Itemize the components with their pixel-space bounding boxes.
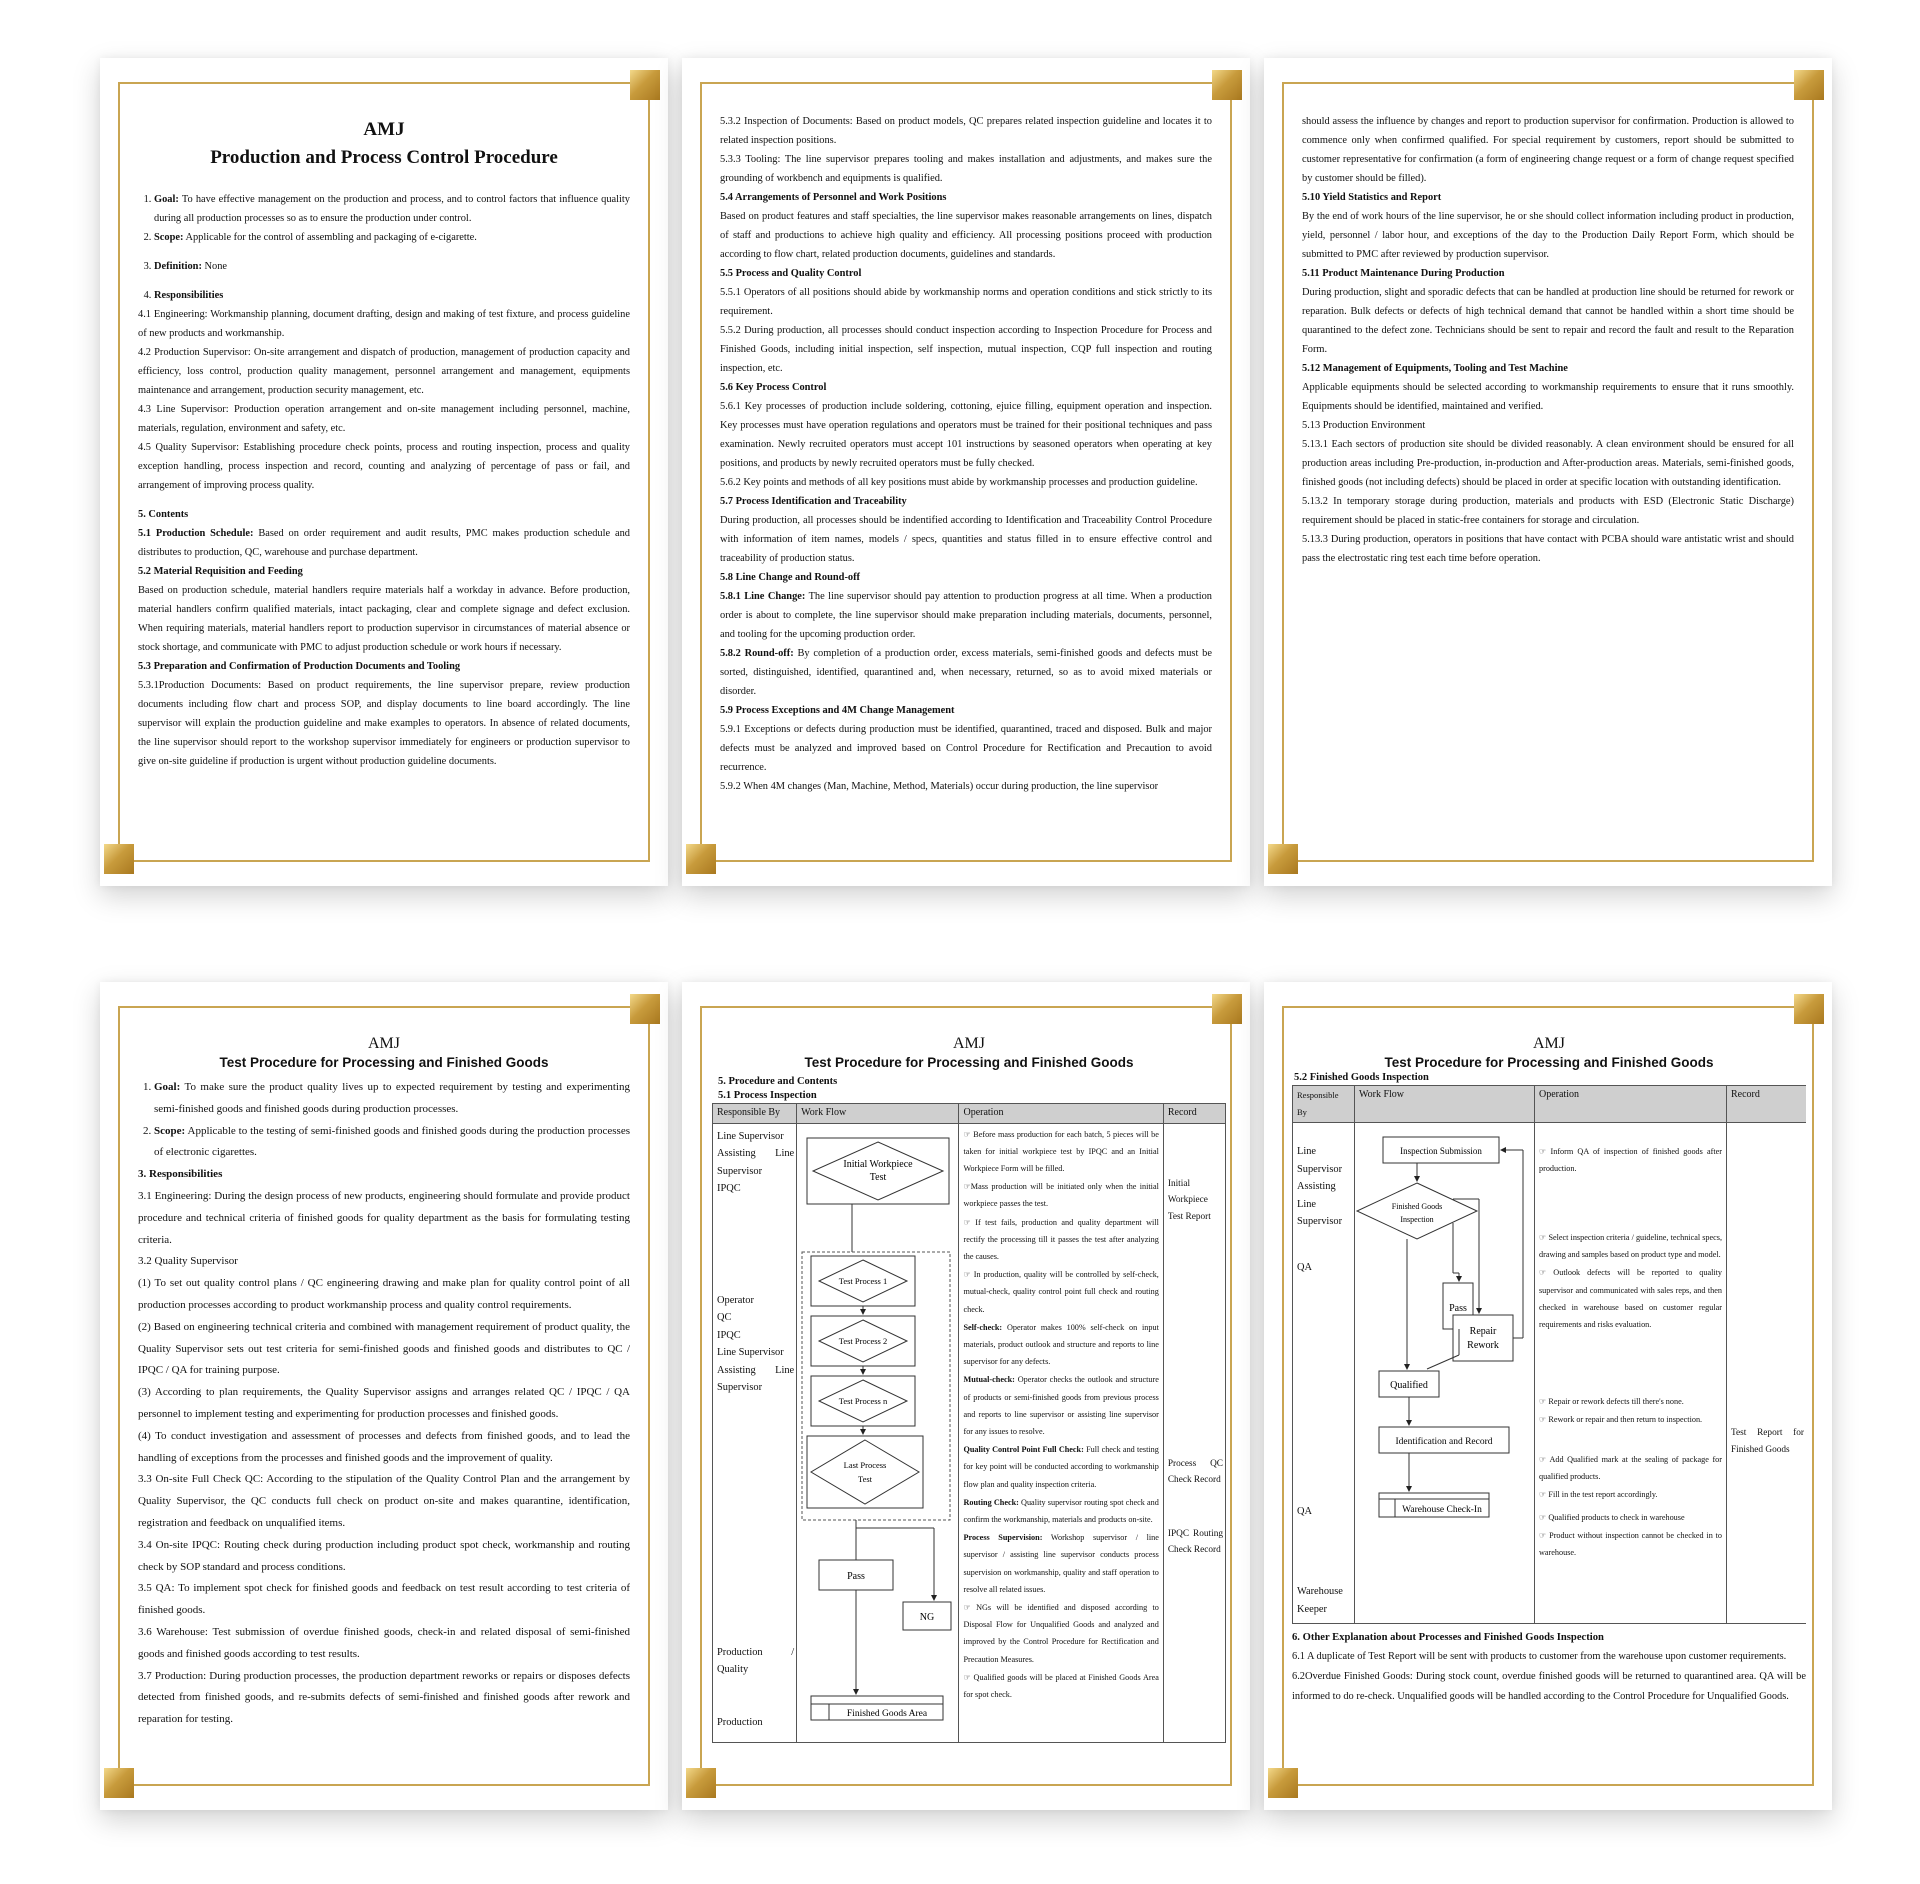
document-title: Production and Process Control Procedure bbox=[210, 147, 558, 168]
responsible-party: Operator bbox=[717, 1294, 754, 1306]
paragraph: 3.4 On-site IPQC: Routing check during production including product spot check, workmanship and routing check by SOP standard and process conditions. bbox=[138, 1538, 630, 1573]
operation-cell bbox=[1535, 1123, 1727, 1624]
flow-label: Pass bbox=[1449, 1303, 1467, 1314]
paragraph: 6.1 A duplicate of Test Report will be sent with products to customer from the warehouse upon customer requirements. bbox=[1292, 1651, 1787, 1662]
paragraph: 5.3.1Production Documents: Based on product requirements, the line supervisor prepare, review production documents including flow chart and process SOP, and display documents to line board accordingly. The line supervisor will explain the production guideline and make examples to operators. In absence of related documents, the line supervisor should report to the workshop supervisor immediately for engineers or production supervisor to give on-site guideline if production is urgent without production guideline documents. bbox=[138, 680, 630, 767]
paragraph: ☞ Qualified goods will be placed at Finished Goods Area for spot check. bbox=[963, 1672, 1159, 1699]
gold-corner-ornament bbox=[104, 844, 134, 874]
flow-label: Test Process 1 bbox=[838, 1275, 888, 1286]
section-heading: 5.8 Line Change and Round-off bbox=[720, 572, 861, 583]
company-name: AMJ bbox=[363, 119, 405, 140]
process-flowchart bbox=[797, 1124, 959, 1742]
document-page-3 bbox=[1264, 58, 1832, 886]
section-heading: 5.2 Material Requisition and Feeding bbox=[138, 566, 303, 577]
paragraph: 5.6.2 Key points and methods of all key positions must abide by workmanship processes and production guideline. bbox=[720, 477, 1198, 488]
paragraph: 5.3.2 Inspection of Documents: Based on product models, QC prepares related inspection guideline and locates it to related inspection positions. bbox=[720, 116, 1212, 146]
paragraph: ☞Mass production will be initiated only when the initial workpiece passes the test. bbox=[963, 1182, 1159, 1209]
scope-item: 2. Scope: Applicable for the control of assembling and packaging of e-cigarette. bbox=[154, 228, 630, 247]
paragraph: ☞ If test fails, production and quality department will rectify the processing till it passes the test after analyzing the causes. bbox=[963, 1217, 1159, 1261]
paragraph: Applicable equipments should be selected according to workmanship requirements to ensure that it runs smoothly. Equipments should be identified, maintained and verified. bbox=[1302, 382, 1794, 412]
gold-corner-ornament bbox=[1212, 70, 1242, 100]
document-page-1 bbox=[100, 58, 668, 886]
flow-label: Warehouse Check-In bbox=[1402, 1505, 1482, 1515]
document-page-4 bbox=[100, 982, 668, 1810]
paragraph: By the end of work hours of the line supervisor, he or she should collect information including product in production, yield, personnel / labor hour, and exceptions of the day to the Production Daily Report Form, which should be submitted to PMC after reviewed by production supervisor. bbox=[1302, 211, 1794, 260]
section-heading: 5.6 Key Process Control bbox=[720, 382, 827, 393]
paragraph: 5.8.2 Round-off: By completion of a production order, excess materials, semi-finished goods and defects must be sorted, distinguished, identified, quarantined and, when necessary, returned, so as to avoid mixed materials or disorder. bbox=[720, 648, 1212, 697]
column-header: Operation bbox=[1535, 1086, 1727, 1123]
definition-item: 3. Definition: None bbox=[154, 257, 630, 276]
subsection-heading: 5.1 Process Inspection bbox=[718, 1090, 817, 1101]
document-page-5 bbox=[682, 982, 1250, 1810]
paragraph: 5.9.1 Exceptions or defects during production must be identified, quarantined, traced and disposed. Bulk and major defects must be analyzed and improved based on Control Procedure for Rectification and Precaution to avoid recurrence. bbox=[720, 724, 1212, 773]
paragraph: 6.2Overdue Finished Goods: During stock count, overdue finished goods will be returned to quarantined area. QA will be informed to do re-check. Unqualified goods will be handled according to the Control Procedure for Unqualified Goods. bbox=[1292, 1671, 1806, 1702]
paragraph: 5.5.1 Operators of all positions should abide by workmanship norms and operation conditions and stick strictly to its requirement. bbox=[720, 287, 1212, 317]
section-heading: 6. Other Explanation about Processes and Finished Goods Inspection bbox=[1292, 1632, 1604, 1643]
operation-note: ☞ Product without inspection cannot be checked in to warehouse. bbox=[1539, 1531, 1722, 1558]
workflow-cell bbox=[797, 1123, 959, 1742]
gold-corner-ornament bbox=[686, 844, 716, 874]
table-header-row bbox=[1293, 1086, 1807, 1123]
paragraph: (3) According to plan requirements, the Quality Supervisor assigns and arranges related QC / IPQC / QA personnel to implement testing and experimenting for production processes and finished goods. bbox=[138, 1386, 630, 1420]
responsible-party: Line Supervisor bbox=[717, 1347, 784, 1358]
paragraph: Mutual-check: Operator checks the outlook and structure of products or semi-finished goods from previous process and reports to line supervisor or assisting line supervisor for any issues to resolve. bbox=[963, 1375, 1159, 1436]
page-title bbox=[138, 116, 630, 172]
section-heading: 5.11 Product Maintenance During Production bbox=[1302, 268, 1505, 279]
column-header: Record bbox=[1727, 1086, 1807, 1123]
flow-label: Last Process bbox=[843, 1459, 887, 1470]
paragraph: Quality Control Point Full Check: Full check and testing for key point will be conducted according to workmanship flow plan and quality inspection criteria. bbox=[963, 1445, 1159, 1489]
section-heading: 5.7 Process Identification and Traceability bbox=[720, 496, 907, 507]
section-heading: 5.5 Process and Quality Control bbox=[720, 268, 862, 279]
paragraph: ☞ In production, quality will be controlled by self-check, mutual-check, quality control point full check and routing check. bbox=[963, 1270, 1159, 1314]
responsible-party: Assisting Line Supervisor bbox=[717, 1148, 795, 1177]
responsible-party: Line Supervisor bbox=[1297, 1146, 1343, 1175]
paragraph: 3.6 Warehouse: Test submission of overdue finished goods, check-in and related disposal of semi-finished goods and finished goods according to test results. bbox=[138, 1625, 630, 1660]
responsible-party: Warehouse Keeper bbox=[1297, 1586, 1343, 1615]
gold-corner-ornament bbox=[630, 70, 660, 100]
paragraph: During production, slight and sporadic defects that can be handled at production line should be returned for rework or reparation. Bulk defects or defects of high technical demand that cannot be handled within a short time should be quarantined to the defect zone. Technicians should be sent to repair and record the fault and result to the Reparation Form. bbox=[1302, 287, 1794, 355]
repair-rework-box bbox=[1453, 1315, 1513, 1361]
document-page-2 bbox=[682, 58, 1250, 886]
decision-diamond bbox=[1357, 1183, 1477, 1239]
section-heading: 5. Procedure and Contents bbox=[718, 1076, 838, 1087]
gold-corner-ornament bbox=[1212, 994, 1242, 1024]
paragraph: During production, all processes should be indentified according to Identification and Traceability Control Procedure with information of item names, models / specs, quantities and status filled in to ensure effective control and traceability of production status. bbox=[720, 515, 1212, 564]
inspection-flowchart bbox=[1355, 1123, 1535, 1623]
column-header: Record bbox=[1163, 1104, 1225, 1124]
table-header-row bbox=[713, 1104, 1226, 1124]
gold-corner-ornament bbox=[1794, 994, 1824, 1024]
operation-note: ☞ Repair or rework defects till there's none. bbox=[1539, 1397, 1684, 1406]
flow-label: Identification and Record bbox=[1395, 1437, 1493, 1447]
gold-corner-ornament bbox=[1268, 1768, 1298, 1798]
paragraph: 3.2 Quality Supervisor bbox=[138, 1255, 238, 1268]
responsible-cell bbox=[1293, 1123, 1355, 1624]
paragraph: Self-check: Operator makes 100% self-check on input materials, product outlook and structure and reports to line supervisor for any defects. bbox=[963, 1322, 1159, 1367]
operation-cell bbox=[959, 1123, 1163, 1742]
paragraph: (4) To conduct investigation and assessment of processes and defects from finished goods, and to lead the handling of exceptions from the processes and finished goods and the improvement of quality. bbox=[138, 1429, 630, 1464]
responsible-party: Assisting Line Supervisor bbox=[1297, 1181, 1343, 1227]
responsible-party: Line Supervisor bbox=[717, 1130, 784, 1142]
company-name: AMJ bbox=[952, 1035, 985, 1052]
flow-label: Pass bbox=[847, 1570, 866, 1582]
paragraph: 4.1 Engineering: Workmanship planning, document drafting, design and making of test fixture, and process guideline of new products and workmanship. bbox=[138, 309, 630, 339]
section-heading: 5.10 Yield Statistics and Report bbox=[1302, 192, 1442, 203]
flow-label: Initial Workpiece bbox=[843, 1158, 913, 1170]
flow-label: Finished Goods bbox=[1391, 1202, 1443, 1211]
operation-note: ☞ Outlook defects will be reported to quality supervisor and communicated with sales reps, and then checked in warehouse based on customer regular requirements and risks evaluation. bbox=[1539, 1268, 1722, 1330]
flow-label: Test Process 2 bbox=[838, 1335, 888, 1346]
flow-label: Inspection bbox=[1400, 1215, 1434, 1224]
record-cell bbox=[1163, 1123, 1225, 1742]
flow-label: Finished Goods Area bbox=[847, 1708, 928, 1719]
operation-note: ☞ Inform QA of inspection of finished goods after production. bbox=[1539, 1147, 1722, 1174]
document-title: Test Procedure for Processing and Finished Goods bbox=[804, 1055, 1134, 1070]
responsible-party: IPQC bbox=[717, 1183, 741, 1194]
paragraph: 5.1 Production Schedule: Based on order requirement and audit results, PMC makes production schedule and distributes to production, QC, warehouse and purchase department. bbox=[138, 528, 630, 558]
paragraph: ☞ NGs will be identified and disposed according to Disposal Flow for Unqualified Goods and analyzed and improved by the Control Procedure for Rectification and Precaution Measures. bbox=[963, 1602, 1159, 1664]
goal-item: 1. Goal: To make sure the product quality lives up to expected requirement by testing and experimenting semi-finished goods and finished goods during production processes. bbox=[154, 1077, 630, 1121]
responsible-party: Production bbox=[717, 1716, 763, 1728]
paragraph: 3.7 Production: During production processes, the production department reworks or repairs or disposes defects detected from finished goods, and re-submits defects of semi-finished and finished goods after rework and reparation for testing. bbox=[138, 1669, 630, 1726]
goal-item: 1. Goal: To have effective management on the production and process, and to control factors that influence quality during all production processes so as to ensure the production under control. bbox=[154, 190, 630, 228]
paragraph: 5.9.2 When 4M changes (Man, Machine, Method, Materials) occur during production, the line supervisor bbox=[720, 781, 1159, 792]
document-page-6 bbox=[1264, 982, 1832, 1810]
flow-label: Qualified bbox=[1390, 1380, 1428, 1391]
responsible-party: QA bbox=[1297, 1506, 1313, 1517]
paragraph: 3.3 On-site Full Check QC: According to the stipulation of the Quality Control Plan and the arrangement by Quality Supervisor, the QC conducts full check on product on-site and makes quarantine, identification, registration and feedback on unqualified items. bbox=[138, 1473, 630, 1529]
section-heading: 5.12 Management of Equipments, Tooling and Test Machine bbox=[1302, 363, 1568, 374]
paragraph: ☞ Before mass production for each batch, 5 pieces will be taken for initial workpiece test by IPQC and an Initial Workpiece Form will be filled. bbox=[963, 1129, 1159, 1173]
paragraph: Process Supervision: Workshop supervisor / line supervisor / assisting line supervisor conducts process supervision on workmanship, quality and staff operation to resolve all related issues. bbox=[963, 1533, 1159, 1594]
flow-label: Inspection Submission bbox=[1400, 1146, 1482, 1156]
column-header: Responsible By bbox=[1293, 1086, 1355, 1123]
responsibilities-heading: 4. Responsibilities bbox=[154, 286, 630, 305]
table-row bbox=[1293, 1123, 1807, 1624]
operation-note: ☞ Rework or repair and then return to inspection. bbox=[1539, 1415, 1703, 1425]
section-heading: 5. Contents bbox=[138, 509, 189, 520]
scope-item: 2. Scope: Applicable to the testing of semi-finished goods and finished goods during the production processes of electronic cigarettes. bbox=[154, 1121, 630, 1165]
record-entry: IPQC Routing Check Record bbox=[1167, 1528, 1223, 1555]
process-inspection-table bbox=[712, 1103, 1226, 1743]
responsible-party: Production / Quality bbox=[717, 1646, 795, 1675]
gold-corner-ornament bbox=[630, 994, 660, 1024]
flow-label: Rework bbox=[1467, 1340, 1499, 1351]
paragraph: 5.8.1 Line Change: The line supervisor should pay attention to production progress at all time. When a production order is about to complete, the line supervisor should make preparation including materials, documents, personnel, and tooling for the upcoming production order. bbox=[720, 591, 1212, 640]
paragraph: 4.3 Line Supervisor: Production operation arrangement and on-site management including personnel, machine, materials, regulation, environment and safety, etc. bbox=[138, 404, 630, 434]
document-title: Test Procedure for Processing and Finished Goods bbox=[1384, 1055, 1714, 1070]
subsection-heading: 5.2 Finished Goods Inspection bbox=[1294, 1072, 1429, 1083]
table-row bbox=[713, 1123, 1226, 1742]
gold-corner-ornament bbox=[1794, 70, 1824, 100]
paragraph: 5.5.2 During production, all processes should conduct inspection according to Inspection Procedure for Process and Finished Goods, including initial inspection, self inspection, mutual inspection, CQP full inspection and routing inspection, etc. bbox=[720, 325, 1212, 374]
paragraph: 5.13.2 In temporary storage during production, materials and products with ESD (Electronic Static Discharge) requirement should be placed in static-free containers for storage and circulation. bbox=[1302, 496, 1794, 526]
paragraph: Routing Check: Quality supervisor routing spot check and confirm the workmanship, materials and products on-site. bbox=[963, 1497, 1159, 1524]
paragraph: Based on production schedule, material handlers require materials half a workday in advance. Before production, material handlers confirm qualified materials, intact packaging, clear and complete signage and defect exclusion. When requiring materials, material handlers report to production supervisor in circumstances of material absence or stock shortage, and communicate with PMC to adjust production schedule or work hours if necessary. bbox=[138, 585, 630, 653]
column-header: Work Flow bbox=[797, 1104, 959, 1124]
finished-goods-inspection-table bbox=[1292, 1085, 1806, 1624]
record-cell bbox=[1727, 1123, 1807, 1624]
paragraph: 5.13.3 During production, operators in positions that have contact with PCBA should ware antistatic wrist and should pass the electrostatic ring test each time before operation. bbox=[1302, 534, 1794, 564]
responsible-party: Assisting Line Supervisor bbox=[717, 1364, 795, 1393]
record-entry: Test Report for Finished Goods bbox=[1731, 1428, 1804, 1455]
flow-label: Test bbox=[869, 1171, 887, 1183]
section-heading: 5.4 Arrangements of Personnel and Work Positions bbox=[720, 192, 947, 203]
gold-corner-ornament bbox=[686, 1768, 716, 1798]
paragraph: 3.5 QA: To implement spot check for finished goods and feedback on test result according to test criteria of finished goods. bbox=[138, 1582, 630, 1617]
document-title: Test Procedure for Processing and Finished Goods bbox=[219, 1055, 549, 1070]
workflow-cell bbox=[1355, 1123, 1535, 1624]
column-header: Responsible By bbox=[713, 1104, 797, 1124]
flow-label: Test Process n bbox=[838, 1395, 888, 1406]
responsible-party: QC bbox=[717, 1312, 732, 1323]
responsible-cell bbox=[713, 1123, 797, 1742]
operation-note: ☞ Qualified products to check in warehouse bbox=[1539, 1513, 1685, 1522]
section-heading: 3. Responsibilities bbox=[138, 1168, 223, 1181]
paragraph: 5.3.3 Tooling: The line supervisor prepares tooling and makes installation and adjustments, and makes sure the grounding of workbench and equipments is qualified. bbox=[720, 154, 1212, 184]
paragraph: 5.6.1 Key processes of production include soldering, cottoning, ejuice filling, equipment operation and inspection. Key processes must have operation regulations and operators must be trained for their positional techniques and pass examination. Newly recruited operators must accept 101 instructions by seasoned operators when operating at key positions, and products by newly recruited operators must be fully checked. bbox=[720, 401, 1212, 469]
paragraph: 4.2 Production Supervisor: On-site arrangement and dispatch of production, management of production capacity and efficiency, loss control, production quality management, personnel arrangement and management, equipments maintenance and arrangement, production security management, etc. bbox=[138, 347, 630, 396]
flow-label: NG bbox=[919, 1611, 935, 1623]
flow-label: Repair bbox=[1469, 1326, 1497, 1337]
column-header: Operation bbox=[959, 1104, 1163, 1124]
gold-corner-ornament bbox=[1268, 844, 1298, 874]
responsible-party: IPQC bbox=[717, 1329, 741, 1341]
operation-note: ☞ Add Qualified mark at the sealing of package for qualified products. bbox=[1539, 1455, 1722, 1482]
flow-label: Test bbox=[858, 1473, 873, 1484]
paragraph: should assess the influence by changes and report to production supervisor for confirmation. Production is allowed to commence only when confirmed qualified. For special requirement by customers, report should be submitted to customer representative for confirmation (a form of engineering change request or a form of change request specified by customer should be filled). bbox=[1302, 116, 1794, 184]
paragraph: (1) To set out quality control plans / QC engineering drawing and make plan for quality control point of all production processes according to product workmanship process and quality control requirements. bbox=[138, 1277, 630, 1311]
operation-note: ☞ Select inspection criteria / guideline, technical specs, drawing and samples based on product type and model. bbox=[1539, 1233, 1722, 1260]
operation-note: ☞ Fill in the test report accordingly. bbox=[1539, 1490, 1658, 1500]
record-entry: Initial Workpiece Test Report bbox=[1167, 1178, 1211, 1222]
paragraph: 5.13.1 Each sectors of production site should be divided reasonably. A clean environment should be ensured for all production areas including Pre-production, in-production and After-production areas. Materials, semi-finished goods, finished goods (not including defects) should be placed in order at specific location with outstanding identification. bbox=[1302, 439, 1794, 488]
record-entry: Process QC Check Record bbox=[1167, 1458, 1223, 1485]
responsible-party: QA bbox=[1297, 1262, 1313, 1273]
paragraph: Based on product features and staff specialties, the line supervisor makes reasonable arrangements on lines, dispatch of staff and productions to achieve high quality and efficiency. All processing positions proceed with production according to flow chart, related production documents, guidelines and standards. bbox=[720, 211, 1212, 260]
paragraph: (2) Based on engineering technical criteria and combined with management requirement of product quality, the Quality Supervisor sets out test criteria for semi-finished goods and finished goods and distributes to QC / IPQC / QA for training purpose. bbox=[138, 1320, 630, 1377]
company-name: AMJ bbox=[1532, 1035, 1565, 1052]
column-header: Work Flow bbox=[1355, 1086, 1535, 1123]
section-heading: 5.3 Preparation and Confirmation of Production Documents and Tooling bbox=[138, 661, 461, 672]
company-name: AMJ bbox=[367, 1035, 400, 1052]
paragraph: 4.5 Quality Supervisor: Establishing procedure check points, process and routing inspection, process and quality exception handling, process inspection and record, counting and analyzing of percentage of pass or fail, and arrangement of improving process quality. bbox=[138, 442, 630, 491]
section-heading: 5.9 Process Exceptions and 4M Change Management bbox=[720, 705, 955, 716]
paragraph: 5.13 Production Environment bbox=[1302, 420, 1426, 431]
gold-corner-ornament bbox=[104, 1768, 134, 1798]
paragraph: 3.1 Engineering: During the design process of new products, engineering should formulate and provide product procedure and technical criteria of finished goods for quality department as the basis for formulating testing criteria. bbox=[138, 1189, 630, 1246]
